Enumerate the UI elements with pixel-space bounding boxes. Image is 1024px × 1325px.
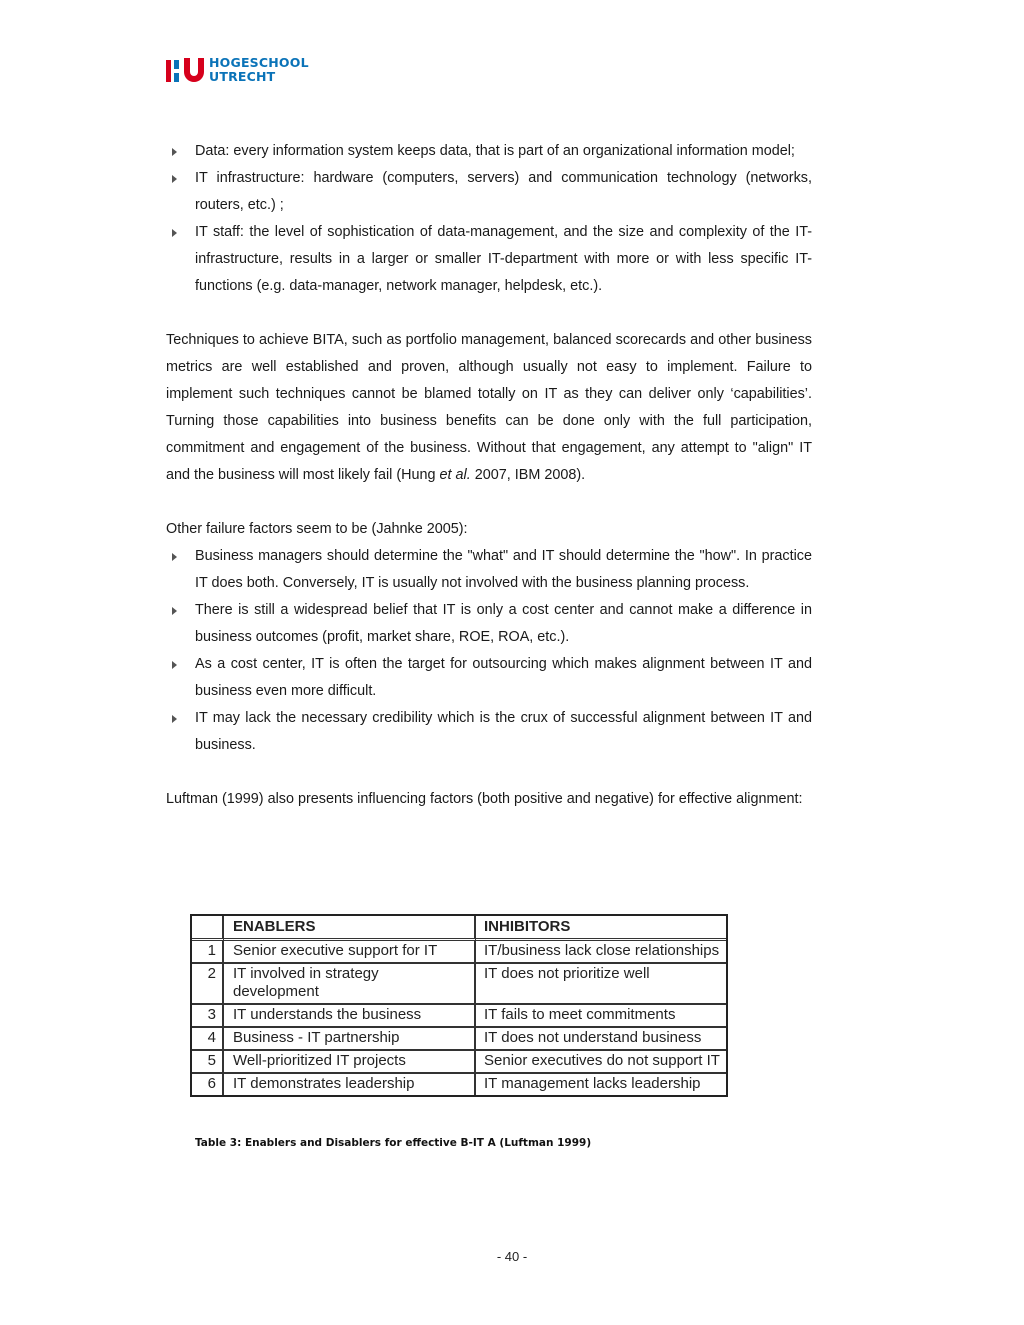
table-row xyxy=(192,1005,726,1028)
page-number: - 40 - xyxy=(496,1249,528,1264)
row-number: 2 xyxy=(192,964,224,1005)
row-number: 4 xyxy=(192,1028,224,1051)
enabler-cell: Senior executive support for IT xyxy=(224,941,476,964)
enabler-cell: Business - IT partnership xyxy=(224,1028,476,1051)
table-row xyxy=(192,964,726,1005)
row-number: 5 xyxy=(192,1051,224,1074)
failure-factors-intro: Other failure factors seem to be (Jahnke 2005): xyxy=(166,521,468,537)
enabler-cell: IT demonstrates leadership xyxy=(224,1074,476,1095)
logo-wordmark xyxy=(209,56,309,84)
inhibitor-cell: Senior executives do not support IT xyxy=(476,1051,726,1074)
table-row xyxy=(192,1051,726,1074)
enablers-inhibitors-table-wrap xyxy=(190,914,728,1097)
inhibitor-cell: IT fails to meet commitments xyxy=(476,1005,726,1028)
inhibitor-cell: IT does not understand business xyxy=(476,1028,726,1051)
list-item: Data: every information system keeps data, that is part of an organizational information model; xyxy=(166,138,812,165)
paragraph-text: Techniques to achieve BITA, such as portfolio management, balanced scorecards and other business metrics are well established and proven, although usually not easy to implement. Failure to implement such techniques cannot be blamed totally on IT as they can deliver only ‘capabilities’. Turning those capabilities into business benefits can be done only with the full participation, commitment and engagement of the business. Without that engagement, any attempt to "align" IT and the business will most likely fail (Hung xyxy=(166,332,812,483)
hogeschool-utrecht-logo xyxy=(166,55,309,86)
list-item: IT infrastructure: hardware (computers, servers) and communication technology (networks, routers, etc.) ; xyxy=(166,165,812,219)
bullet-list-failure-factors xyxy=(166,543,812,759)
row-number: 6 xyxy=(192,1074,224,1095)
table-row xyxy=(192,1074,726,1095)
paragraph-bita-techniques xyxy=(166,327,812,489)
paragraph-italic: et al. xyxy=(439,467,471,483)
table-row xyxy=(192,941,726,964)
inhibitor-cell: IT does not prioritize well xyxy=(476,964,726,1005)
bullet-list-is-components xyxy=(166,138,812,300)
logo-line-1: HOGESCHOOL xyxy=(209,55,309,70)
logo-line-2: UTRECHT xyxy=(209,69,276,84)
hu-logo-mark-icon xyxy=(166,56,206,84)
row-number: 1 xyxy=(192,941,224,964)
list-item: Business managers should determine the "what" and IT should determine the "how". In practice IT does both. Conversely, IT is usually not involved with the business planning process. xyxy=(166,543,812,597)
enabler-cell: Well-prioritized IT projects xyxy=(224,1051,476,1074)
enabler-cell: IT understands the business xyxy=(224,1005,476,1028)
paragraph-text-end: 2007, IBM 2008). xyxy=(470,467,586,483)
list-item: IT staff: the level of sophistication of data-management, and the size and complexity of the IT-infrastructure, results in a larger or smaller IT-department with more or with less specific IT-functions (e.g. data-manager, network manager, helpdesk, etc.). xyxy=(166,219,812,300)
inhibitor-cell: IT/business lack close relationships xyxy=(476,941,726,964)
row-number: 3 xyxy=(192,1005,224,1028)
table-header-num xyxy=(192,916,224,941)
table-row xyxy=(192,1028,726,1051)
table-header-inhibitors: INHIBITORS xyxy=(476,916,726,941)
table-caption: Table 3: Enablers and Disablers for effective B-IT A (Luftman 1999) xyxy=(195,1137,592,1149)
enabler-cell: IT involved in strategy development xyxy=(224,964,476,1005)
list-item: As a cost center, IT is often the target for outsourcing which makes alignment between IT and business even more difficult. xyxy=(166,651,812,705)
document-body xyxy=(166,138,812,813)
luftman-paragraph: Luftman (1999) also presents influencing factors (both positive and negative) for effective alignment: xyxy=(166,791,803,807)
list-item: IT may lack the necessary credibility which is the crux of successful alignment between IT and business. xyxy=(166,705,812,759)
inhibitor-cell: IT management lacks leadership xyxy=(484,1075,701,1092)
table-header-row xyxy=(192,916,726,941)
list-item: There is still a widespread belief that IT is only a cost center and cannot make a difference in business outcomes (profit, market share, ROE, ROA, etc.). xyxy=(166,597,812,651)
enablers-inhibitors-table xyxy=(190,914,728,1097)
table-header-enablers: ENABLERS xyxy=(224,916,476,941)
